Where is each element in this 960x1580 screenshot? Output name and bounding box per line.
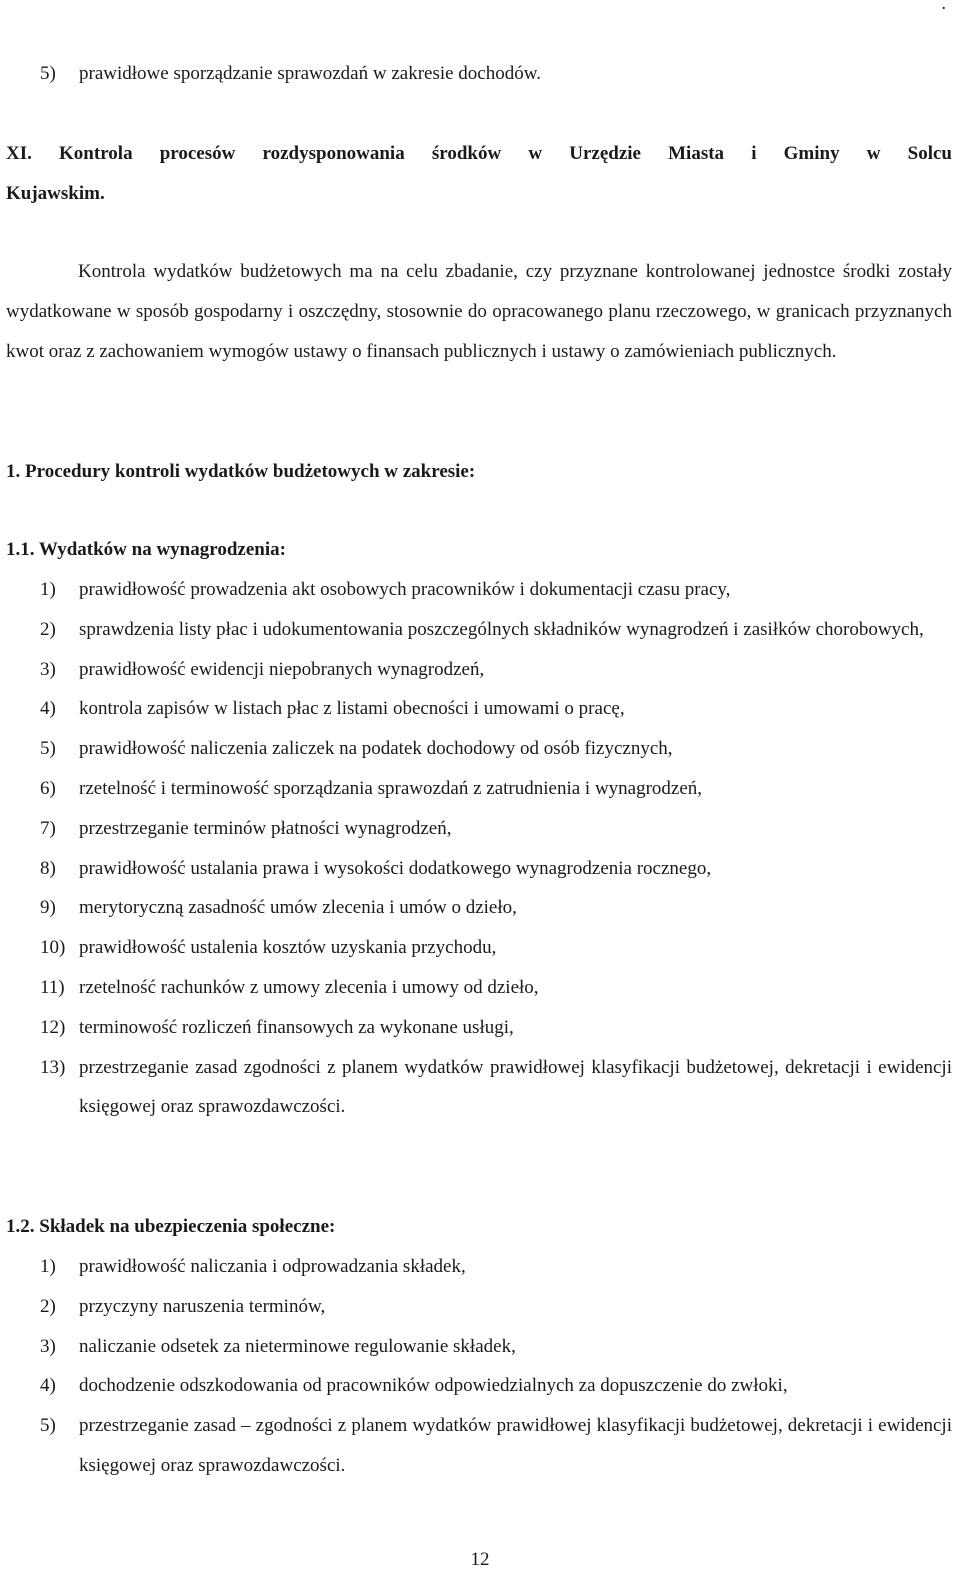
list-item-text: przyczyny naruszenia terminów, bbox=[79, 1295, 326, 1317]
section-title-line-2: Kujawskim. bbox=[6, 182, 105, 204]
list-item bbox=[6, 1287, 952, 1327]
list-item-text: rzetelność i terminowość sporządzania sprawozdań z zatrudnienia i wynagrodzeń, bbox=[79, 777, 703, 799]
list-item-text: prawidłowość naliczania i odprowadzania składek, bbox=[79, 1256, 466, 1277]
list-item-number: 4) bbox=[40, 1375, 56, 1397]
list-item bbox=[6, 888, 952, 928]
list-item bbox=[6, 769, 952, 809]
list-item-text: dochodzenie odszkodowania od pracowników odpowiedzialnych za dopuszczenie do zwłoki, bbox=[79, 1375, 788, 1397]
section-title bbox=[6, 134, 952, 214]
list-item-number: 1) bbox=[40, 579, 56, 600]
list-item-number: 5) bbox=[40, 738, 56, 760]
list-item bbox=[6, 928, 952, 968]
list-item-text: przestrzeganie terminów płatności wynagrodzeń, bbox=[79, 817, 452, 839]
subsection-heading-1-2: 1.2. Składek na ubezpieczenia społeczne: bbox=[6, 1216, 336, 1237]
list-item-text: naliczanie odsetek za nieterminowe regulowanie składek, bbox=[79, 1335, 516, 1357]
list-item-number: 5) bbox=[40, 1415, 56, 1437]
list-item-text: przestrzeganie zasad zgodności z planem wydatków prawidłowej klasyfikacji budżetowej, dekretacji i ewidencji księgowej oraz sprawozdawczości. bbox=[79, 1056, 952, 1118]
list-item-number: 2) bbox=[40, 1295, 56, 1317]
list-item-number: 13) bbox=[40, 1056, 66, 1078]
list-item-text: prawidłowość naliczenia zaliczek na podatek dochodowy od osób fizycznych, bbox=[79, 738, 673, 760]
list-item bbox=[6, 1327, 952, 1367]
list-item bbox=[6, 809, 952, 849]
list-item bbox=[6, 1008, 952, 1048]
list-item bbox=[6, 1366, 952, 1406]
list-item-number: 12) bbox=[40, 1016, 66, 1038]
corner-mark: . bbox=[941, 0, 946, 13]
list-item-number: 1) bbox=[40, 1256, 56, 1277]
list-item bbox=[6, 1247, 952, 1287]
list-item-text: rzetelność rachunków z umowy zlecenia i umowy od dzieło, bbox=[79, 976, 539, 998]
list-item-number: 3) bbox=[40, 1335, 56, 1357]
list-item-number: 7) bbox=[40, 817, 56, 839]
list-item-text: prawidłowość ustalania prawa i wysokości dodatkowego wynagrodzenia rocznego, bbox=[79, 857, 712, 879]
list-item-text: prawidłowość prowadzenia akt osobowych pracowników i dokumentacji czasu pracy, bbox=[79, 579, 731, 600]
list-item-number: 10) bbox=[40, 937, 66, 959]
list-item bbox=[6, 849, 952, 889]
list-item bbox=[6, 729, 952, 769]
list-item-text: sprawdzenia listy płac i udokumentowania poszczególnych składników wynagrodzeń i zasiłków chorobowych, bbox=[79, 618, 924, 640]
list-item-text: prawidłowe sporządzanie sprawozdań w zakresie dochodów. bbox=[79, 63, 541, 84]
procedures-heading: 1. Procedury kontroli wydatków budżetowych w zakresie: bbox=[6, 461, 476, 482]
list-item bbox=[6, 650, 952, 690]
intro-paragraph: Kontrola wydatków budżetowych ma na celu zbadanie, czy przyznane kontrolowanej jednostce środki zostały wydatkowane w sposób gospodarny i oszczędny, stosownie do opracowanego planu rzeczowego, w granicach przyznanych kwot oraz z zachowaniem wymogów ustawy o finansach publicznych i ustawy o zamówieniach publicznych. bbox=[6, 261, 952, 362]
list-item-text: prawidłowość ustalenia kosztów uzyskania przychodu, bbox=[79, 937, 497, 959]
list-item bbox=[6, 689, 952, 729]
contributions-list bbox=[6, 1247, 952, 1486]
wages-list bbox=[6, 570, 952, 1127]
subsection-heading-1-1: 1.1. Wydatków na wynagrodzenia: bbox=[6, 539, 286, 560]
list-item bbox=[6, 1048, 952, 1128]
section-title-line-1: XI. Kontrola procesów rozdysponowania środków w Urzędzie Miasta i Gminy w Solcu bbox=[6, 143, 952, 164]
list-item bbox=[6, 968, 952, 1008]
list-item-number: 8) bbox=[40, 857, 56, 879]
page-number: 12 bbox=[470, 1549, 490, 1570]
list-item bbox=[6, 570, 952, 610]
list-item bbox=[6, 610, 952, 650]
list-item-number: 4) bbox=[40, 698, 56, 720]
list-item-number: 11) bbox=[40, 976, 65, 998]
list-item-text: merytoryczną zasadność umów zlecenia i umów o dzieło, bbox=[79, 897, 517, 919]
list-item-number: 3) bbox=[40, 658, 56, 680]
list-item-text: terminowość rozliczeń finansowych za wykonane usługi, bbox=[79, 1016, 514, 1038]
list-item-text: kontrola zapisów w listach płac z listami obecności i umowami o pracę, bbox=[79, 698, 625, 720]
list-item-number: 5) bbox=[40, 63, 56, 84]
list-item-text: przestrzeganie zasad – zgodności z planem wydatków prawidłowej klasyfikacji budżetowej, dekretacji i ewidencji księgowej oraz sprawozdawczości. bbox=[79, 1415, 952, 1476]
list-item-number: 9) bbox=[40, 897, 56, 919]
list-item bbox=[6, 1406, 952, 1486]
list-item-number: 2) bbox=[40, 618, 56, 640]
list-item-text: prawidłowość ewidencji niepobranych wynagrodzeń, bbox=[79, 658, 485, 680]
list-item-number: 6) bbox=[40, 777, 56, 799]
top-list-item bbox=[6, 54, 952, 94]
